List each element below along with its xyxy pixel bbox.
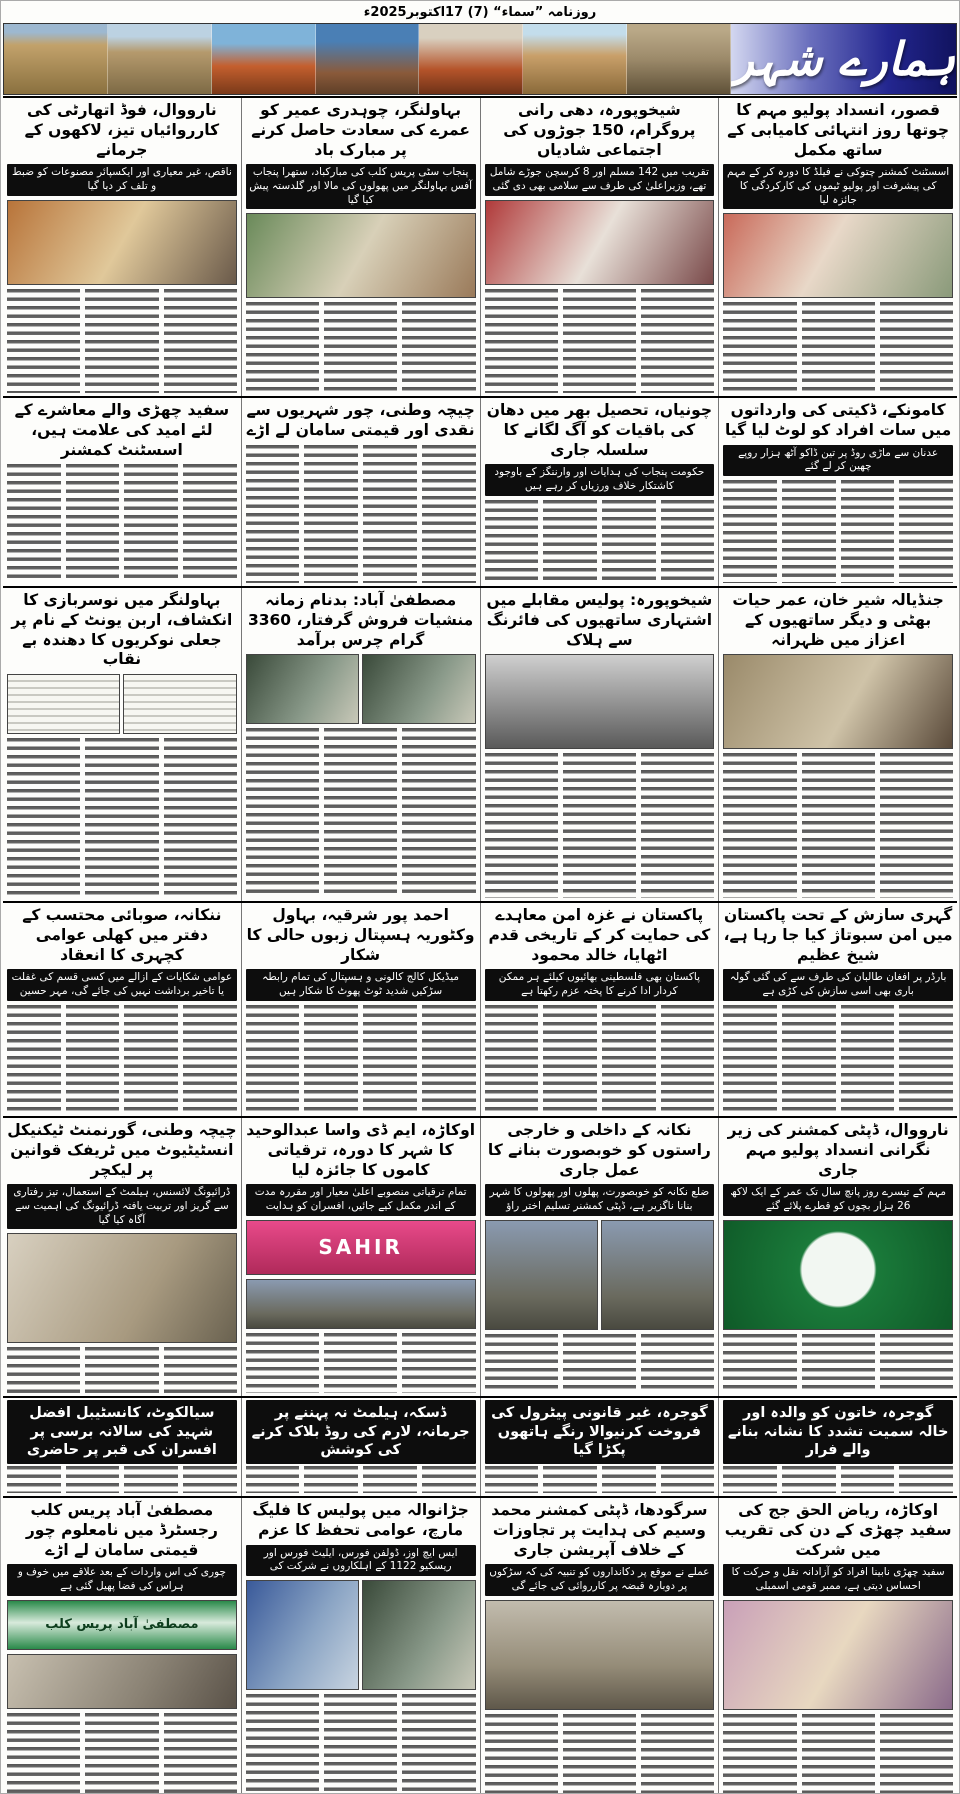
article-headline: شیخوپورہ، دھی رانی پروگرام، 150 جوڑوں کی اجتماعی شادیاں [503,101,696,159]
article-body [246,302,476,393]
article-body [246,1005,476,1113]
fraud-documents-photo-1 [123,674,236,734]
article-body [485,1714,715,1794]
article-body [7,1713,237,1794]
article-bahawalnagar-umrah-congrats [242,98,481,396]
anti-encroachment-operation-photo [485,1600,715,1710]
article-kamoke-robberies [719,398,957,586]
article-body [7,1466,237,1493]
body-text-lines [782,1466,836,1493]
article-subhead: پاکستان بھی فلسطینی بھائیوں کیلئے ہر ممکن کردار ادا کرنے کا پختہ عزم رکھتا ہے [485,969,715,1000]
body-text-lines [402,1694,475,1794]
body-text-lines [485,1005,539,1113]
body-text-lines [723,753,796,898]
body-text-lines [782,1005,836,1113]
body-text-lines [85,289,158,393]
body-text-lines [66,1005,120,1113]
shrine-dome-photo [316,24,420,94]
article-headline: نارووال، ڈپٹی کمشنر کی زیر نگرانی انسداد پولیو مہم جاری [727,1121,949,1179]
article-headline: سفید چھڑی والے معاشرے کے لئے امید کی علامت ہیں، اسسٹنٹ کمشنر [14,401,230,459]
white-cane-ceremony-photo [723,1600,953,1710]
body-text-lines [563,1714,636,1794]
article-headline: کامونکے، ڈکیتی کی وارداتوں میں سات افراد کو لوٹ لیا گیا [725,401,952,439]
article-jandiala-luncheon [719,588,957,901]
body-text-lines [485,289,558,393]
body-text-lines [183,1005,237,1113]
article-headline: مصطفیٰ آباد پریس کلب رجسٹرڈ میں نامعلوم چور قیمتی سامان لے اڑے [25,1501,218,1559]
body-text-lines [7,1713,80,1794]
city-road-photo-1 [601,1220,714,1330]
article-body [246,1333,476,1393]
article-sheikhupura-encounter [481,588,720,901]
article-subhead: سفید چھڑی نابینا افراد کو آزادانہ نقل و حرکت کا احساس دیتی ہے، ممبر قومی اسمبلی [723,1564,953,1595]
article-subhead: عوامی شکایات کے ازالے میں کسی قسم کی غفلت یا تاخیر برداشت نہیں کی جائے گی، مہر حسین [7,969,237,1000]
night-street-inspection-photo [246,1279,476,1329]
article-subhead: ناقص، غیر معیاری اور ایکسپائر مصنوعات کو ضبط و تلف کر دیا گیا [7,164,237,195]
red-minaret-photo [212,24,316,94]
article-nankana-ombudsman-kutchery [3,903,242,1116]
ransacked-room-photo [7,1654,237,1709]
article-headline: گہری سازش کے تحت پاکستان میں امن سبوتاژ کیا جا رہا ہے، شیخ عظیم [723,906,953,964]
photo-row [7,674,237,734]
article-body [7,1347,237,1393]
body-text-lines [602,1466,656,1493]
masthead-dateline: روزنامہ ”سماء“ (7) 17اکتوبر2025ء [363,4,597,20]
body-text-lines [723,1466,777,1493]
body-text-lines [723,1334,796,1393]
body-text-lines [85,1347,158,1393]
suspect-portrait-photo [485,654,715,749]
article-bahawalnagar-job-fraud [3,588,242,901]
article-body [7,738,237,898]
article-headline: شیخوپورہ: پولیس مقابلے میں اشتہاری ساتھیوں کی فائرنگ سے ہلاک [486,591,713,649]
article-headline: ننکانہ، صوبائی محتسب کے دفتر میں کھلی عوامی کچہری کا انعقاد [22,906,222,964]
police-flag-march-photo [246,1580,359,1690]
article-headline: ڈسکہ، ہیلمٹ نہ پہننے پر جرمانہ، لارم کی روڈ بلاک کرنے کی کوشش [246,1400,476,1464]
body-text-lines [563,753,636,898]
body-text-lines [723,302,796,393]
article-body [246,445,476,583]
body-text-lines [164,1713,237,1794]
body-text-lines [363,1005,417,1113]
article-body [246,1466,476,1493]
body-text-lines [246,302,319,393]
section-banner [3,23,957,95]
body-text-lines [66,464,120,583]
article-headline: گوجرہ، غیر قانونی پیٹرول کی فروخت کرنیوالا رنگے ہاتھوں پکڑا گیا [485,1400,715,1464]
city-road-photo-2 [485,1220,598,1330]
body-text-lines [543,1005,597,1113]
tier-6 [3,1398,957,1498]
body-text-lines [563,1334,636,1393]
body-text-lines [880,753,953,898]
press-club-sign-text: مصطفیٰ آباد پریس کلب [45,1617,199,1633]
body-text-lines [66,1466,120,1493]
article-body [485,289,715,393]
article-okara-wasa-md-visit [242,1118,481,1396]
article-sialkot-martyr-anniversary [3,1398,242,1496]
body-text-lines [723,480,777,583]
body-text-lines [7,1466,61,1493]
body-text-lines [324,1333,397,1393]
article-sargodha-anti-encroachment [481,1498,720,1794]
body-text-lines [7,1005,61,1113]
body-text-lines [641,753,714,898]
article-subhead: تقریب میں 142 مسلم اور 8 کرسچن جوڑے شامل تھے، وزیراعلیٰ کی طرف سے سلامی بھی دی گئی [485,164,715,195]
article-subhead: ڈرائیونگ لائسنس، ہیلمٹ کے استعمال، تیز رفتاری سے گریز اور تربیت یافتہ ڈرائیونگ کی اہمیت سے آگاہ کیا گیا [7,1184,237,1229]
narowal-government-crest-photo [723,1220,953,1330]
body-text-lines [880,302,953,393]
article-body [723,302,953,393]
body-text-lines [422,1005,476,1113]
article-okara-white-cane-day [719,1498,957,1794]
fort-walls-photo [108,24,212,94]
body-text-lines [485,1714,558,1794]
body-text-lines [164,738,237,898]
body-text-lines [246,1005,300,1113]
mass-wedding-group-photo [485,200,715,285]
body-text-lines [422,445,476,583]
article-sheikhupura-mass-weddings [481,98,720,396]
body-text-lines [124,1466,178,1493]
press-club-signboard-photo [7,1600,237,1650]
article-body [7,1005,237,1113]
body-text-lines [802,1334,875,1393]
article-subhead: میڈیکل کالج کالونی و ہسپتال کی تمام رابطہ سڑکیں شدید ٹوٹ پھوٹ کا شکار ہیں [246,969,476,1000]
article-body [485,500,715,583]
body-text-lines [641,1714,714,1794]
article-headline: جڑانوالہ میں پولیس کا فلیگ مارچ، عوامی تحفظ کا عزم [252,1501,469,1539]
article-subhead: عملے نے موقع پر دکانداروں کو تنبیہ کی کہ سڑکوں پر دوبارہ قبضہ پر کارروائی کی جائے گی [485,1564,715,1595]
body-text-lines [304,445,358,583]
body-text-lines [880,1334,953,1393]
article-body [723,753,953,898]
article-kasur-polio-campaign [719,98,957,396]
article-mustafabad-drug-arrest [242,588,481,901]
tier-7 [3,1498,957,1794]
section-title: ہمارے شہر [731,24,956,94]
article-headline: سیالکوٹ، کانسٹیبل افضل شہید کی سالانہ برسی پر افسران کی قبر پر حاضری [7,1400,237,1464]
body-text-lines [164,1347,237,1393]
article-subhead: پنجاب سٹی پریس کلب کی مبارکباد، ستھرا پنجاب آفس بہاولنگر میں پھولوں کی مالا اور گلدستہ پیش کیا گیا [246,164,476,209]
article-daska-helmet-fine [242,1398,481,1496]
body-text-lines [246,445,300,583]
article-headline: اوکاڑہ، ریاض الحق جج کی سفید چھڑی کے دن کی تقریب میں شرکت [724,1501,952,1559]
garland-presentation-photo [246,213,476,298]
article-gojra-assault-suspects [719,1398,957,1496]
body-text-lines [183,464,237,583]
body-text-lines [164,289,237,393]
body-text-lines [304,1466,358,1493]
article-subhead: چوری کی اس واردات کے بعد علاقے میں خوف و ہراس کی فضا پھیل گئی ہے [7,1564,237,1595]
article-headline: پاکستان نے غزہ امن معاہدے کی حمایت کر کے تاریخی قدم اٹھایا، خالد محمود [488,906,711,964]
sahir-signboard-photo [246,1220,476,1275]
article-chichawatni-thefts [242,398,481,586]
article-mustafabad-press-club-theft [3,1498,242,1794]
body-text-lines [7,738,80,898]
body-text-lines [723,1005,777,1113]
body-text-lines [543,1466,597,1493]
article-body [723,1005,953,1113]
article-subhead: بارڈر پر افغان طالبان کی طرف سے کی گئی گولہ باری بھی اسی سازش کی کڑی ہے [723,969,953,1000]
photo-row [246,1580,476,1690]
article-body [7,289,237,393]
body-text-lines [7,289,80,393]
article-headline: بہاولنگر، چوہدری عمیر کو عمرے کی سعادت حاصل کرنے پر مبارک باد [251,101,470,159]
police-officer-flag-photo [362,1580,475,1690]
body-text-lines [723,1714,796,1794]
food-stall-inspection-photo [7,200,237,285]
body-text-lines [183,1466,237,1493]
body-text-lines [841,1466,895,1493]
article-subhead: ضلع نکانہ کو خوبصورت، پھلوں اور پھولوں کا شہر بنانا ناگزیر ہے، ڈپٹی کمشنر تسلیم اختر راؤ [485,1184,715,1215]
article-subhead: عدنان سے ماڑی روڈ پر تین ڈاکو آٹھ ہزار روپے چھین کر لے گئے [723,445,953,476]
photo-row [246,654,476,724]
body-text-lines [324,1694,397,1794]
article-chunian-stubble-burning [481,398,720,586]
article-headline: نکانہ کے داخلی و خارجی راستوں کو خوبصورت بنانے کا عمل جاری [487,1121,711,1179]
photo-row [485,1220,715,1330]
body-text-lines [899,480,953,583]
article-body [485,1334,715,1393]
body-text-lines [661,1005,715,1113]
article-peace-sabotage-statement [719,903,957,1116]
tier-4 [3,903,957,1118]
article-headline: سرگودھا، ڈپٹی کمشنر محمد وسیم کی ہدایت پر تجاوزات کے خلاف آپریشن جاری [491,1501,708,1559]
police-press-briefing-photo-2 [246,654,359,724]
tier-5 [3,1118,957,1398]
article-headline: چیچہ وطنی، چور شہریوں سے نقدی اور قیمتی سامان لے اڑے [246,401,475,439]
body-text-lines [485,753,558,898]
body-text-lines [422,1466,476,1493]
fraud-documents-photo-2 [7,674,120,734]
article-chichawatni-traffic-lecture [3,1118,242,1396]
body-text-lines [124,464,178,583]
body-text-lines [563,289,636,393]
article-subhead: اسسٹنٹ کمشنر چتوکی نے فیلڈ کا دورہ کر کے مہم کی پیشرفت اور پولیو ٹیموں کی کارکردگی کا جائزہ لیا [723,164,953,209]
article-subhead: مہم کے تیسرے روز پانچ سال تک عمر کے ایک لاکھ 26 ہزار بچوں کو قطرے پلائے گئے [723,1184,953,1215]
article-narowal-food-authority [3,98,242,396]
body-text-lines [661,1466,715,1493]
body-text-lines [246,1333,319,1393]
article-subhead: حکومت پنجاب کی ہدایات اور وارننگز کے باوجود کاشتکار خلاف ورزیاں کر رہے ہیں [485,464,715,495]
article-jaranwala-flag-march [242,1498,481,1794]
body-text-lines [782,480,836,583]
article-headline: گوجرہ، خاتون کو والدہ اور خالہ سمیت تشدد کا نشانہ بنانے والے فرار [723,1400,953,1464]
article-body [723,480,953,583]
article-body [723,1714,953,1794]
tier-2 [3,398,957,588]
body-text-lines [324,302,397,393]
body-text-lines [485,500,539,583]
article-body [7,464,237,583]
polio-field-visit-photo [723,213,953,298]
sahir-sign-text: SAHIR [318,1235,403,1260]
tier-1 [3,98,957,398]
article-subhead: تمام ترقیاتی منصوبے اعلیٰ معیار اور مقررہ مدت کے اندر مکمل کیے جائیں، افسران کو ہدایت [246,1184,476,1215]
body-text-lines [485,1334,558,1393]
body-text-lines [246,728,319,898]
city-landmarks-collage [4,24,731,94]
article-headline: قصور، انسداد پولیو مہم کا چوتھا روز انتہائی کامیابی کے ساتھ مکمل [727,101,950,159]
articles-grid [3,96,957,1794]
article-headline: چونیاں، تحصیل بھر میں دھان کی باقیات کو آگ لگانے کا سلسلہ جاری [486,401,713,459]
body-text-lines [246,1694,319,1794]
body-text-lines [899,1005,953,1113]
article-white-cane-symbol [3,398,242,586]
body-text-lines [402,1333,475,1393]
monument-photo [523,24,627,94]
luncheon-gathering-photo [723,654,953,749]
body-text-lines [602,1005,656,1113]
tier-3 [3,588,957,903]
body-text-lines [485,1466,539,1493]
article-headline: مصطفیٰ آباد: بدنام زمانہ منشیات فروش گرفتار، 3360 گرام چرس برآمد [247,591,474,649]
article-subhead: ایس ایچ اوز، ڈولفن فورس، ایلیٹ فورس اور ریسکیو 1122 کے اہلکاروں نے شرکت کی [246,1545,476,1576]
clock-tower-photo [419,24,523,94]
article-narowal-polio-drive [719,1118,957,1396]
article-headline: بہاولنگر میں نوسربازی کا انکشاف، اربن یونٹ کے نام پر جعلی نوکریوں کا دھندہ بے نقاب [11,591,233,669]
article-nankana-city-beautification [481,1118,720,1396]
body-text-lines [602,500,656,583]
body-text-lines [363,1466,417,1493]
body-text-lines [7,1347,80,1393]
body-text-lines [402,728,475,898]
article-headline: چیچہ وطنی، گورنمنٹ ٹیکنیکل انسٹیٹیوٹ میں ٹریفک قوانین پر لیکچر [7,1121,237,1179]
article-body [485,753,715,898]
article-bahawal-victoria-hospital [242,903,481,1116]
body-text-lines [880,1714,953,1794]
article-headline: احمد پور شرقیہ، بہاول وکٹوریہ ہسپتال زبوں حالی کا شکار [246,906,475,964]
arched-bridge-photo [627,24,731,94]
body-text-lines [124,1005,178,1113]
article-body [485,1005,715,1113]
body-text-lines [7,464,61,583]
fort-gate-photo [4,24,108,94]
body-text-lines [543,500,597,583]
body-text-lines [661,500,715,583]
body-text-lines [363,445,417,583]
body-text-lines [802,753,875,898]
body-text-lines [304,1005,358,1113]
article-gojra-illegal-petrol [481,1398,720,1496]
body-text-lines [85,1713,158,1794]
body-text-lines [841,480,895,583]
body-text-lines [246,1466,300,1493]
article-body [246,728,476,898]
police-press-briefing-photo-1 [362,654,475,724]
traffic-lecture-classroom-photo [7,1233,237,1343]
article-headline: جنڈیالہ شیر خان، عمر حیات بھٹی و دیگر ساتھیوں کے اعزاز میں ظہرانہ [732,591,944,649]
body-text-lines [641,1334,714,1393]
article-headline: نارووال، فوڈ اتھارٹی کی کارروائیاں تیز، لاکھوں کے جرمانے [24,101,220,159]
article-gaza-accord-statement [481,903,720,1116]
article-headline: اوکاڑہ، ایم ڈی واسا عبدالوحید کا شہر کا دورہ، ترقیاتی کاموں کا جائزہ لیا [246,1121,476,1179]
body-text-lines [402,302,475,393]
article-body [723,1334,953,1393]
body-text-lines [802,302,875,393]
body-text-lines [324,728,397,898]
article-body [723,1466,953,1493]
body-text-lines [641,289,714,393]
body-text-lines [899,1466,953,1493]
article-body [246,1694,476,1794]
body-text-lines [802,1714,875,1794]
body-text-lines [841,1005,895,1113]
article-body [485,1466,715,1493]
body-text-lines [85,738,158,898]
